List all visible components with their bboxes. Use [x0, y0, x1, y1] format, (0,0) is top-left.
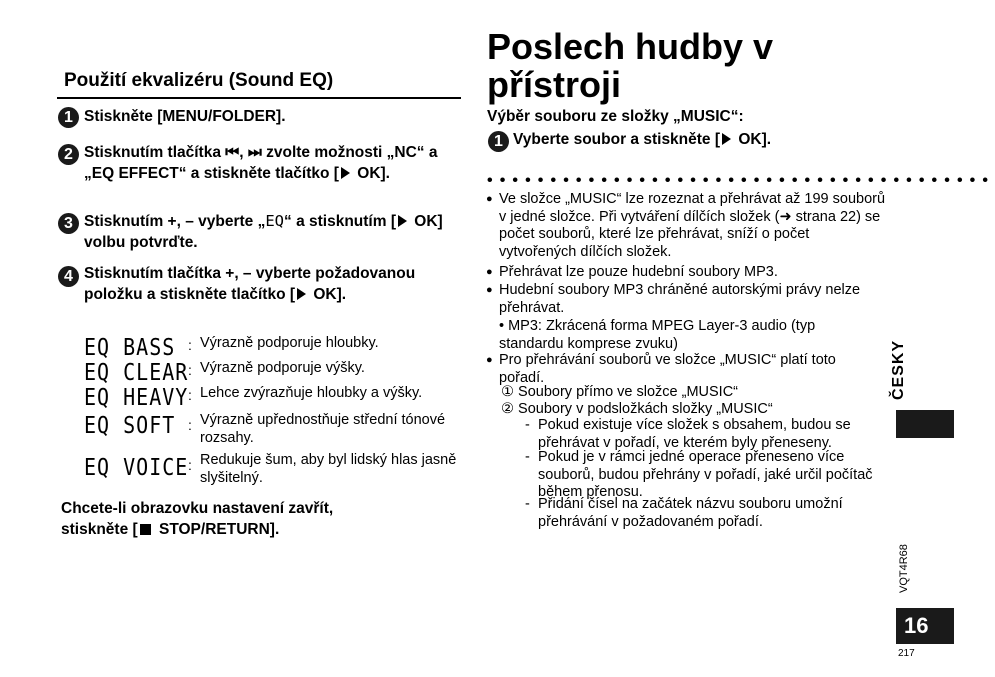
step-2-post: OK]. — [352, 165, 390, 182]
step-4-text — [84, 263, 464, 305]
bullet-icon: ● — [486, 266, 493, 278]
step-3-pre: Stisknutím +, – vyberte „ — [84, 213, 266, 230]
step-3-post: OK] volbu potvrďte. — [84, 213, 443, 251]
step-4-number: 4 — [58, 266, 79, 287]
eq-item-soft — [84, 411, 464, 449]
note-3 — [486, 282, 879, 317]
step-3-text — [84, 211, 464, 253]
detail-1: Pokud existuje více složek s obsahem, budou se přehrávat v pořadí, ve kterém byly přeneseny. — [538, 417, 851, 451]
dash-2: - — [525, 449, 530, 465]
play-triangle-icon — [297, 288, 306, 300]
page-title: Poslech hudby v přístroji — [487, 26, 774, 105]
stop-square-icon — [140, 524, 151, 535]
eq-desc-heavy: Lehce zvýrazňuje hloubky a výšky. — [200, 385, 423, 401]
note-1-text: Ve složce „MUSIC“ lze rozeznat a přehrávat až 199 souborů v jedné složce. Při vytváření dílčích složek (➜ strana 22) se počet souborů, které lze přehrávat, sníží o počet vytvořených dílčích složek. — [499, 191, 886, 260]
eq-colon: : — [188, 337, 192, 353]
section-divider — [57, 97, 461, 99]
language-label: ČESKY — [890, 339, 907, 400]
play-triangle-icon — [398, 215, 407, 227]
note-3-sub: • MP3: Zkrácená forma MPEG Layer-3 audio (typ standardu komprese zvuku) — [499, 318, 816, 352]
step-2-mid: zvolte možnosti „NC“ a „EQ EFFECT“ a stiskněte tlačítko [ — [84, 144, 438, 182]
step-4-post: OK]. — [309, 286, 347, 303]
eq-colon: : — [188, 387, 192, 403]
eq-code-clear: EQ CLEAR — [84, 358, 189, 386]
close-note-line1: Chcete-li obrazovku nastavení zavřít, — [61, 500, 334, 517]
prev-track-icon: ⏮ — [225, 144, 240, 161]
detail-3: Přidání čísel na začátek názvu souboru umožní přehrávání v požadovaném pořadí. — [538, 496, 843, 530]
eq-desc-clear: Výrazně podporuje výšky. — [200, 360, 365, 376]
next-track-icon: ⏭ — [247, 144, 262, 161]
step-2-text — [84, 142, 464, 184]
step-3-mid: “ a stisknutím [ — [284, 213, 396, 230]
bullet-icon: ● — [486, 284, 493, 296]
eq-code-heavy: EQ HEAVY — [84, 383, 189, 411]
note-2-text: Přehrávat lze pouze hudební soubory MP3. — [499, 264, 778, 280]
eq-item-heavy — [84, 383, 464, 411]
play-triangle-icon — [722, 133, 731, 145]
step-2-pre: Stisknutím tlačítka — [84, 144, 226, 161]
step-3-number: 3 — [58, 213, 79, 234]
order-item-1: ① Soubory přímo ve složce „MUSIC“ — [501, 384, 739, 400]
eq-colon: : — [188, 457, 192, 473]
eq-desc-soft: Výrazně upřednostňuje střední tónové rozsahy. — [200, 412, 446, 446]
eq-item-voice — [84, 451, 464, 489]
page-small-number: 217 — [898, 648, 915, 659]
right-step-1-number: 1 — [488, 131, 509, 152]
dash-1: - — [525, 417, 530, 433]
music-folder-subheading: Výběr souboru ze složky „MUSIC“: — [487, 108, 744, 125]
step-3-eq-code: EQ — [265, 212, 285, 230]
order-item-2: ② Soubory v podsložkách složky „MUSIC“ — [501, 401, 773, 417]
note-1 — [486, 191, 889, 261]
model-code: VQT4R68 — [898, 544, 910, 594]
eq-colon: : — [188, 362, 192, 378]
eq-item-clear — [84, 358, 464, 386]
play-triangle-icon — [341, 167, 350, 179]
step-1-text: Stiskněte [MENU/FOLDER]. — [84, 108, 286, 125]
close-note-pre: stiskněte [ — [61, 521, 138, 538]
bullet-icon: ● — [486, 354, 493, 366]
step-1-number: 1 — [58, 107, 79, 128]
eq-item-bass — [84, 333, 464, 361]
detail-2: Pokud je v rámci jedné operace přeneseno více souborů, budou přehrány v pořadí, jaké určil počítač během přenosu. — [538, 449, 873, 500]
section-title: Použití ekvalizéru (Sound EQ) — [64, 70, 334, 91]
language-tab — [896, 410, 954, 438]
right-step-1-text — [513, 129, 893, 150]
bullet-icon: ● — [486, 193, 493, 205]
close-note-post: STOP/RETURN]. — [154, 521, 280, 538]
close-screen-note — [61, 498, 461, 540]
close-note-line2 — [61, 519, 461, 540]
note-4-text: Pro přehrávání souborů ve složce „MUSIC“ platí toto pořadí. — [499, 352, 836, 386]
note-2 — [486, 264, 889, 282]
note-4 — [486, 352, 884, 387]
right-step-1-post: OK]. — [734, 131, 772, 148]
eq-code-soft: EQ SOFT — [84, 411, 176, 439]
dotted-separator: •••••••••••••••••••••••••••••••••••••••• — [487, 172, 995, 189]
right-step-1-pre: Vyberte soubor a stiskněte [ — [513, 131, 721, 148]
eq-desc-bass: Výrazně podporuje hloubky. — [200, 335, 379, 351]
page-number: 16 — [896, 608, 954, 644]
dash-3: - — [525, 496, 530, 512]
eq-code-voice: EQ VOICE — [84, 453, 189, 481]
step-4-pre: Stisknutím tlačítka +, – vyberte požadovanou položku a stiskněte tlačítko [ — [84, 265, 416, 303]
note-3-text: Hudební soubory MP3 chráněné autorskými právy nelze přehrávat. — [499, 282, 861, 316]
eq-code-bass: EQ BASS — [84, 333, 176, 361]
step-2-sep: , — [239, 144, 248, 161]
eq-colon: : — [188, 417, 192, 433]
eq-desc-voice: Redukuje šum, aby byl lidský hlas jasně slyšitelný. — [200, 452, 457, 486]
step-2-number: 2 — [58, 144, 79, 165]
